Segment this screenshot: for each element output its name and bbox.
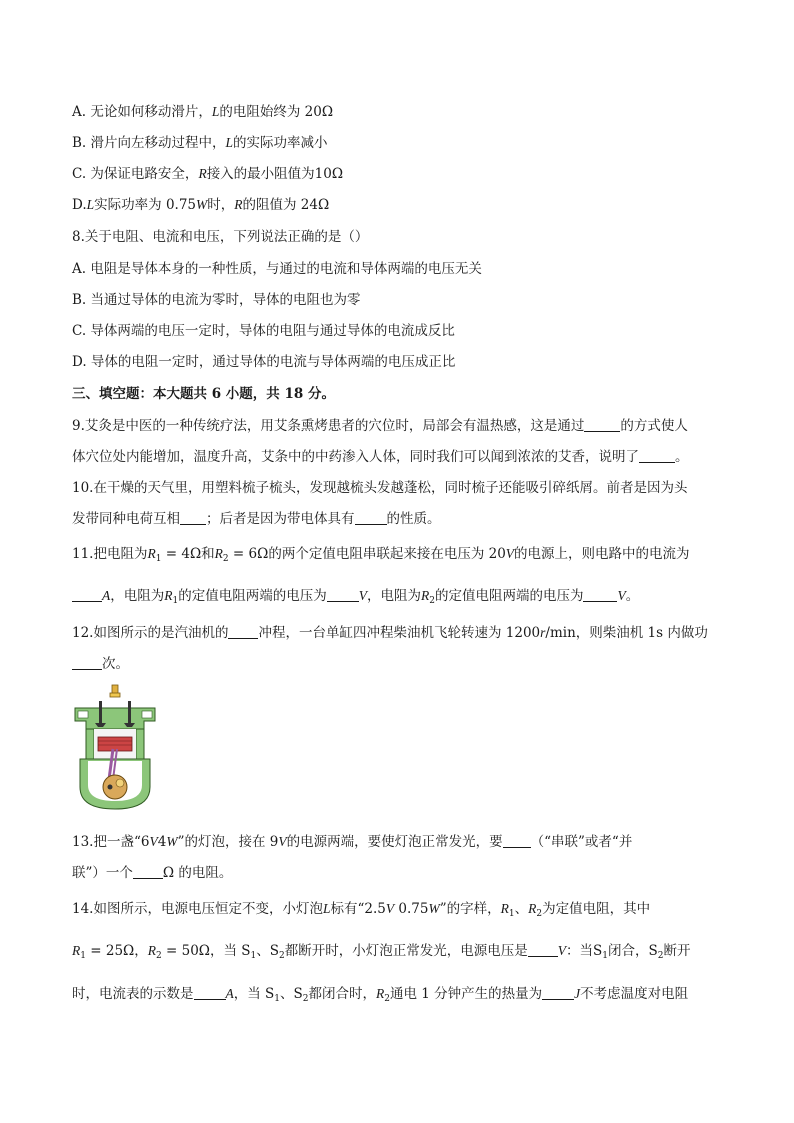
q12-line-1: 12.如图所示的是汽油机的 冲程，一台单缸四冲程柴油机飞轮转速为 1200r/min，则柴油机 1s 内做功 [72, 625, 708, 641]
q7-option-a: A. 无论如何移动滑片，L的电阻始终为 20Ω [72, 104, 334, 120]
q11-blank-3[interactable] [583, 587, 617, 602]
q13-blank-2[interactable] [133, 864, 163, 879]
q10-line-2: 发带同种电荷互相 ；后者是因为带电体具有 的性质。 [72, 511, 441, 527]
q14-blank-1[interactable] [528, 942, 558, 957]
q10-blank-2[interactable] [355, 510, 387, 525]
q14-blank-3[interactable] [542, 985, 574, 1000]
q14-blank-2[interactable] [194, 985, 226, 1000]
engine-figure [72, 683, 158, 813]
q9-line-1: 9.艾灸是中医的一种传统疗法，用艾条熏烤患者的穴位时，局部会有温热感，这是通过 的方式使人 [72, 418, 688, 434]
q8-option-b: B. 当通过导体的电流为零时，导体的电阻也为零 [72, 292, 361, 308]
q11-line-1: 11.把电阻为$R_1 = 4\Omega$和$R_2 = 6\Omega$的两个定值电阻串联起来接在电压为 20V的电源上，则电路中的电流为 [72, 546, 690, 564]
q8-option-c: C. 导体两端的电压一定时，导体的电阻与通过导体的电流成反比 [72, 323, 455, 339]
q9-line-2: 体穴位处内能增加，温度升高，艾条中的中药渗入人体，同时我们可以闻到浓浓的艾香，说明了 。 [72, 449, 689, 465]
q8-option-d: D. 导体的电阻一定时，通过导体的电流与导体两端的电压成正比 [72, 354, 456, 370]
q8-stem: 8.关于电阻、电流和电压，下列说法正确的是（） [72, 229, 369, 245]
q13-line-2: 联”）一个 Ω 的电阻。 [72, 865, 233, 881]
q11-line-2: A，电阻为$R_1$的定值电阻两端的电压为 V，电阻为$R_2$的定值电阻两端的电压为 V。 [72, 587, 639, 605]
four-stroke-engine-diagram-icon [72, 683, 158, 813]
q14-line-1: 14.如图所示，电源电压恒定不变，小灯泡L标有“2.5V 0.75W”的字样，$R_1$、$R_2$为定值电阻，其中 [72, 901, 651, 919]
q12-blank-1[interactable] [228, 624, 258, 639]
q12-line-2: 次。 [72, 655, 129, 673]
q10-line-1: 10.在干燥的天气里，用塑料梳子梳头，发现越梳头发越蓬松，同时梳子还能吸引碎纸屑。前者是因为头 [72, 480, 688, 496]
q9-blank-1[interactable] [584, 417, 620, 432]
q7-option-d: D.L实际功率为 0.75W时，R的阻值为 24Ω [72, 197, 330, 213]
q11-blank-1[interactable] [72, 587, 102, 602]
q11-blank-2[interactable] [327, 587, 359, 602]
q7-option-c: C. 为保证电路安全，R接入的最小阻值为10Ω [72, 166, 344, 182]
q12-blank-2[interactable] [72, 655, 102, 670]
q13-blank-1[interactable] [503, 833, 531, 848]
section-3-title: 三、填空题：本大题共 6 小题，共 18 分。 [72, 386, 335, 402]
q8-option-a: A. 电阻是导体本身的一种性质，与通过的电流和导体两端的电压无关 [72, 261, 482, 277]
q14-line-3: 时，电流表的示数是 A，当 $S_1$、$S_2$都闭合时，$R_2$通电 1 分钟产生的热量为 J不考虑温度对电阻 [72, 986, 689, 1004]
q13-line-1: 13.把一盏“6V4W”的灯泡，接在 9V的电源两端，要使灯泡正常发光，要 （“串联”或者“并 [72, 834, 633, 850]
q10-blank-1[interactable] [180, 510, 206, 525]
q9-blank-2[interactable] [639, 448, 675, 463]
q14-line-2: $R_1 = 25\Omega$，$R_2 = 50\Omega$，当 $S_1$、$S_2$都断开时，小灯泡正常发光，电源电压是 V：当$S_1$闭合，$S_2$断开 [72, 943, 691, 961]
q7-option-b: B. 滑片向左移动过程中，L的实际功率减小 [72, 135, 328, 151]
